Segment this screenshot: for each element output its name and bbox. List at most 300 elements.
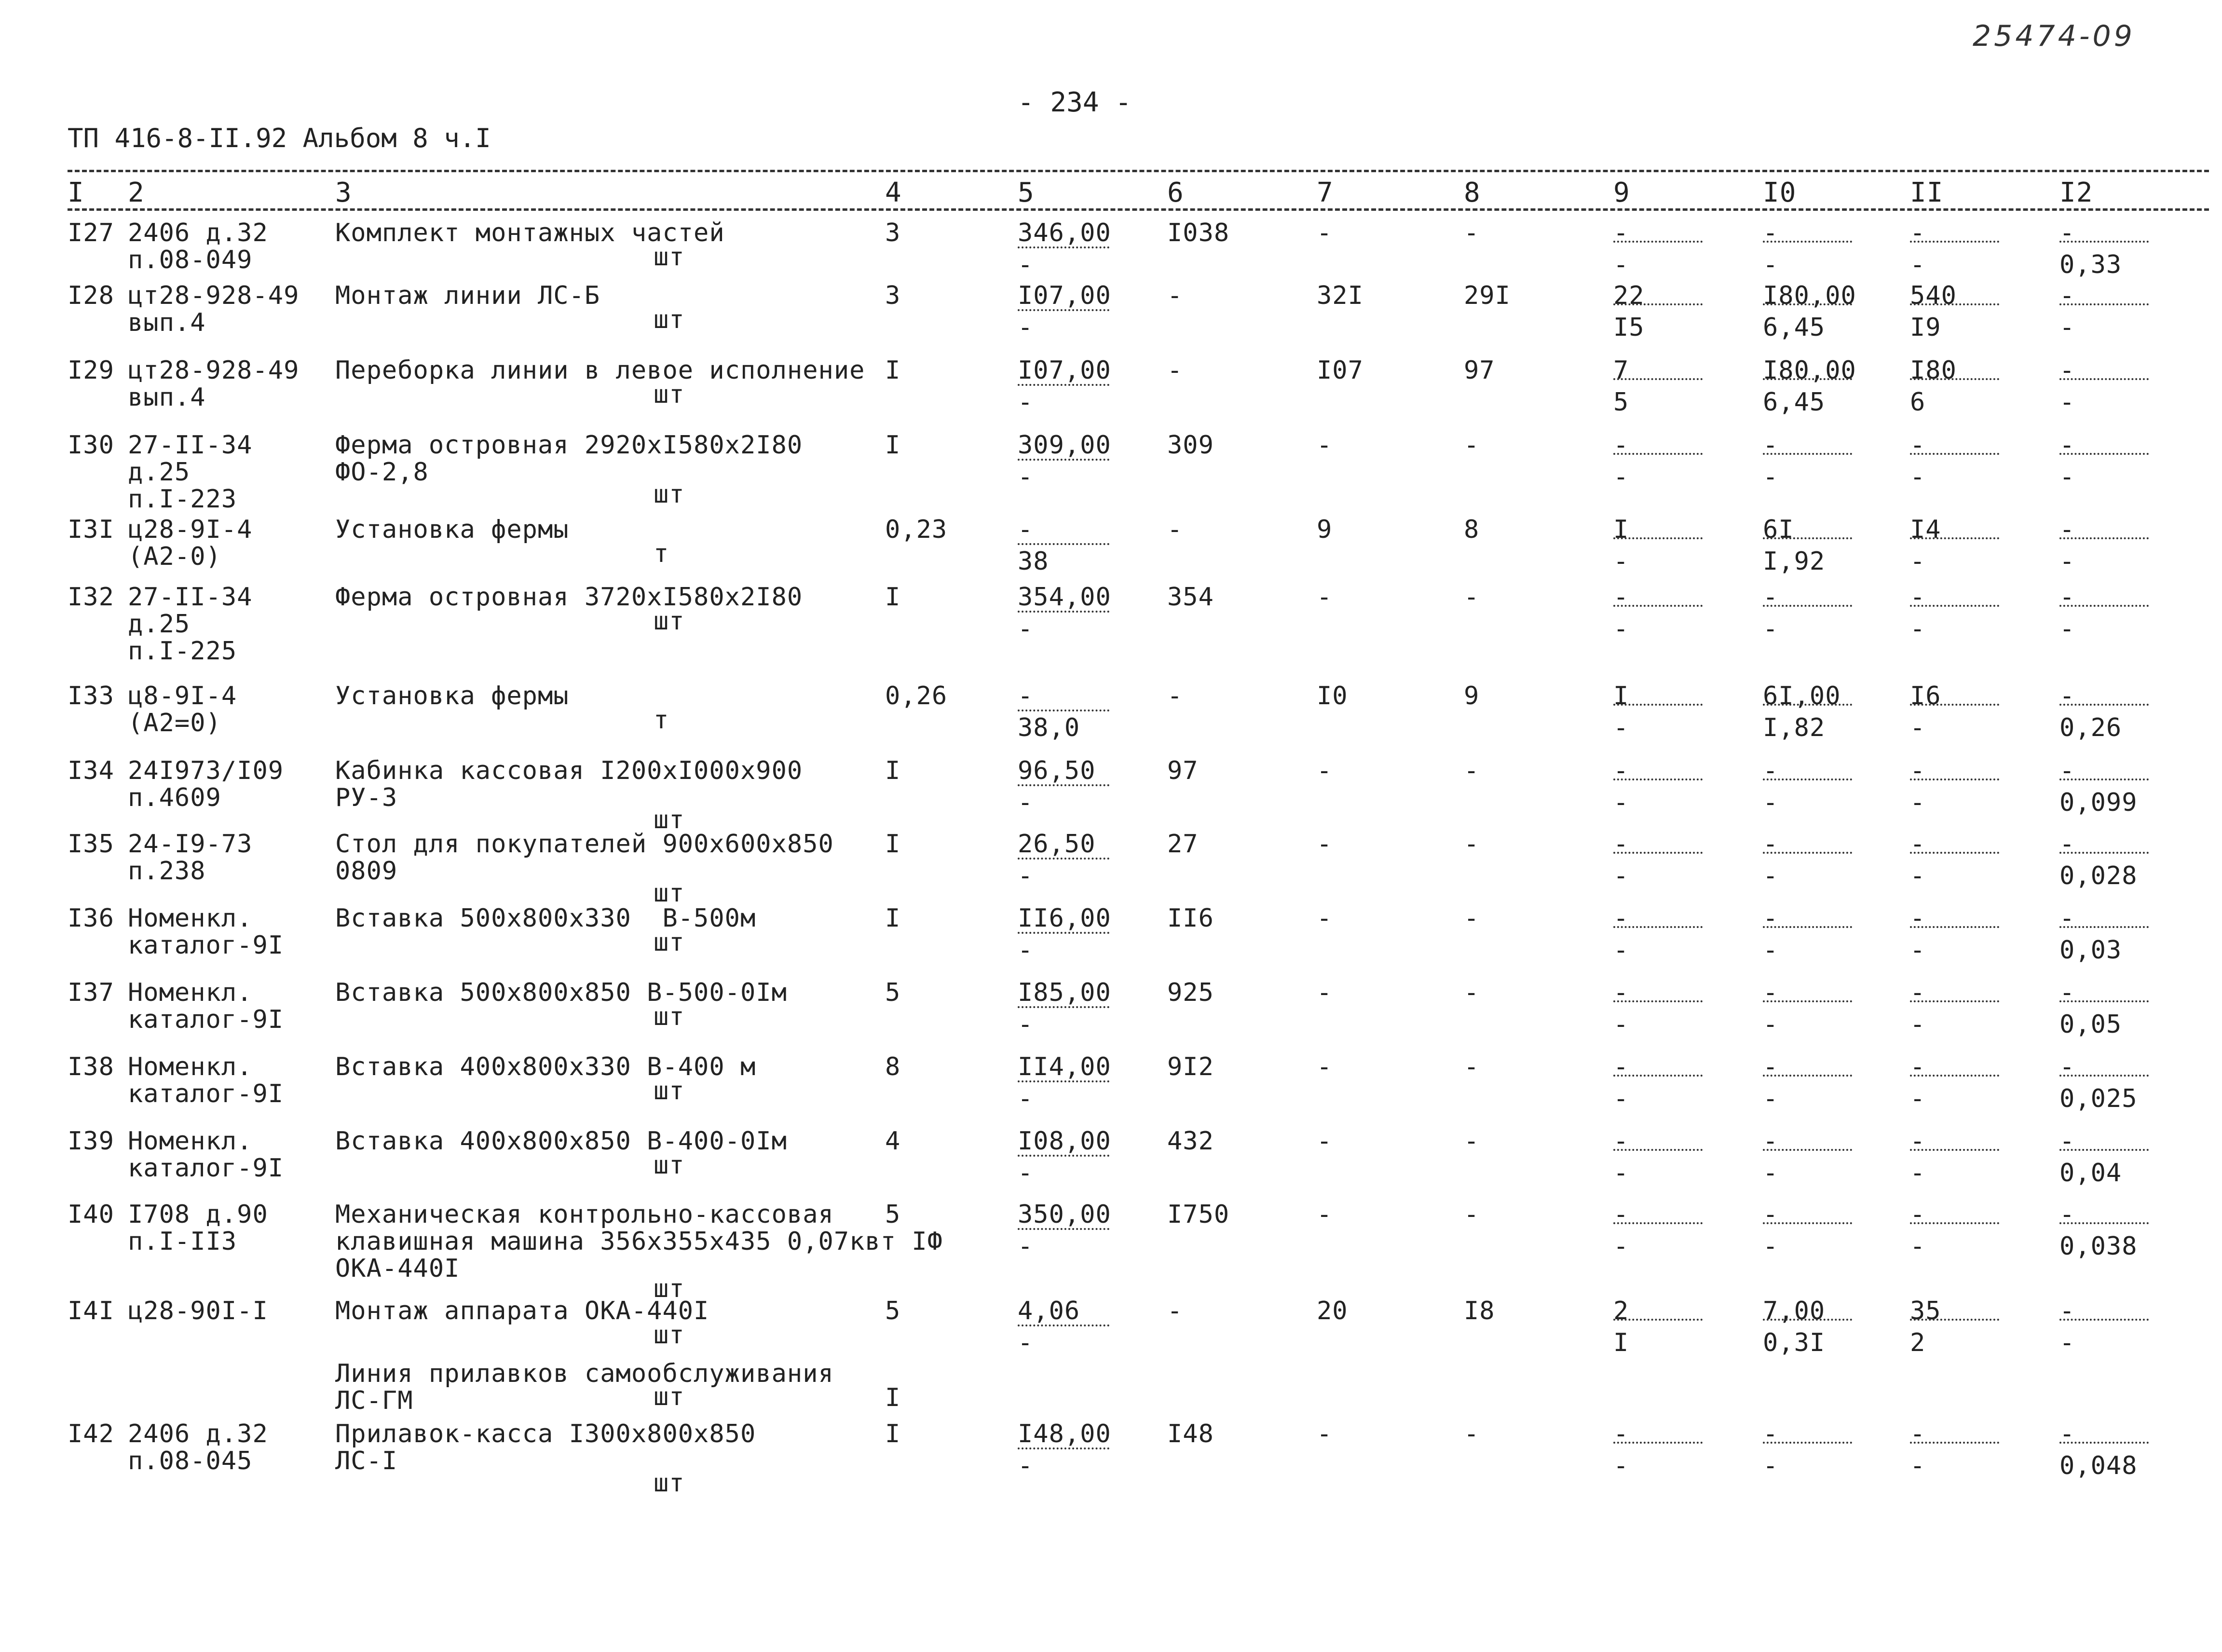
c9-bottom: - (1613, 547, 1629, 576)
total-cost: - (1167, 356, 1183, 385)
unit-cost-labor: - (1018, 1159, 1034, 1188)
quantity: I (885, 904, 901, 933)
fraction-bar (2059, 451, 2149, 455)
unit: шт (654, 1077, 685, 1106)
fraction-bar (2059, 1440, 2149, 1444)
quantity: I (885, 431, 901, 460)
c10-bottom: - (1763, 936, 1779, 965)
total-cost: I750 (1167, 1200, 1230, 1229)
quantity: I (885, 1383, 901, 1412)
c10-bottom: - (1763, 861, 1779, 890)
fraction-bar (1910, 1440, 1999, 1444)
fraction-bar (1910, 1147, 1999, 1151)
fraction-bar (1763, 239, 1852, 243)
quantity: I (885, 583, 901, 612)
c11-top: - (1910, 978, 1926, 1007)
column-header: 8 (1464, 177, 1481, 208)
fraction-bar (1613, 702, 1703, 706)
item-name: Переборка линии в левое исполнение (335, 356, 865, 385)
unit-cost: 4,06 (1018, 1297, 1080, 1325)
quantity: 3 (885, 218, 901, 247)
unit: т (654, 706, 669, 735)
c12-top: - (2059, 1297, 2075, 1325)
c9-bottom: 5 (1613, 388, 1629, 417)
col8-value: 9 (1464, 682, 1480, 710)
fraction-bar (2059, 1220, 2149, 1224)
c10-top: - (1763, 583, 1779, 612)
fraction-bar (1613, 777, 1703, 780)
c11-top: - (1910, 756, 1926, 785)
c12-top: - (2059, 904, 2075, 933)
resource-code: Номенкл. каталог-9I (128, 904, 284, 960)
column-header: I2 (2059, 177, 2093, 208)
c9-bottom: - (1613, 788, 1629, 817)
c12-bottom: - (2059, 388, 2075, 417)
c10-bottom: - (1763, 250, 1779, 279)
c9-top: - (1613, 904, 1629, 933)
col7-value: I0 (1317, 682, 1348, 710)
total-cost: 354 (1167, 583, 1214, 612)
col7-value: 9 (1317, 515, 1333, 544)
fraction-bar (2059, 998, 2149, 1002)
col7-value: - (1317, 904, 1333, 933)
fraction-bar (1613, 924, 1703, 928)
c9-top: I (1613, 682, 1629, 710)
unit-cost: I48,00 (1018, 1420, 1111, 1448)
quantity: 0,23 (885, 515, 948, 544)
fraction-bar (1910, 376, 1999, 380)
unit: шт (654, 1151, 685, 1180)
fraction-bar (1763, 1073, 1852, 1077)
unit-cost-labor: - (1018, 1328, 1034, 1357)
c9-top: 7 (1613, 356, 1629, 385)
unit: шт (654, 1321, 685, 1350)
unit-cost-labor: - (1018, 936, 1034, 965)
unit-cost-labor: - (1018, 861, 1034, 890)
col8-value: - (1464, 1200, 1480, 1229)
c11-top: 540 (1910, 281, 1957, 310)
c10-top: 7,00 (1763, 1297, 1826, 1325)
c10-bottom: I,92 (1763, 547, 1826, 576)
unit-cost: 96,50 (1018, 756, 1096, 785)
c11-bottom: - (1910, 1010, 1926, 1039)
col8-value: - (1464, 756, 1480, 785)
col7-value: - (1317, 1420, 1333, 1448)
group-heading: Линия прилавков самообслуживания ЛС-ГМ (335, 1359, 834, 1415)
column-header: II (1910, 177, 1944, 208)
fraction-bar (1613, 1440, 1703, 1444)
fraction-bar (1018, 1446, 1109, 1449)
col7-value: - (1317, 830, 1333, 859)
col8-value: - (1464, 978, 1480, 1007)
c10-top: I80,00 (1763, 356, 1856, 385)
c10-bottom: 0,3I (1763, 1328, 1826, 1357)
col8-value: - (1464, 218, 1480, 247)
column-header: I0 (1763, 177, 1797, 208)
c12-bottom: - (2059, 463, 2075, 492)
c9-bottom: - (1613, 614, 1629, 643)
quantity: 8 (885, 1052, 901, 1081)
quantity: I (885, 356, 901, 385)
unit: шт (654, 480, 685, 509)
row-number: I33 (68, 682, 114, 710)
resource-code: 24I973/I09 п.4609 (128, 756, 284, 812)
c11-top: - (1910, 431, 1926, 460)
total-cost: - (1167, 1297, 1183, 1325)
fraction-bar (1613, 1317, 1703, 1321)
fraction-bar (1910, 535, 1999, 539)
c10-top: - (1763, 830, 1779, 859)
fraction-bar (1613, 1147, 1703, 1151)
c11-bottom: - (1910, 936, 1926, 965)
col8-value: - (1464, 583, 1480, 612)
document-stamp: 25474-09 (1973, 19, 2135, 53)
item-name: Прилавок-касса I300x800x850 ЛС-I (335, 1420, 756, 1475)
c10-top: - (1763, 218, 1779, 247)
item-name: Установка фермы (335, 515, 569, 544)
c10-top: - (1763, 904, 1779, 933)
c10-bottom: 6,45 (1763, 388, 1826, 417)
c10-top: - (1763, 756, 1779, 785)
fraction-bar (1613, 603, 1703, 607)
c10-bottom: - (1763, 1451, 1779, 1480)
c12-top: - (2059, 515, 2075, 544)
c10-bottom: - (1763, 1084, 1779, 1113)
row-number: I37 (68, 978, 114, 1007)
unit: шт (654, 1469, 685, 1498)
col7-value: 32I (1317, 281, 1363, 310)
unit-cost-labor: - (1018, 388, 1034, 417)
c11-bottom: 6 (1910, 388, 1926, 417)
resource-code: 24-I9-73 п.238 (128, 830, 253, 886)
row-number: I27 (68, 218, 114, 247)
item-name: Вставка 400x800x330 В-400 м (335, 1052, 756, 1081)
col8-value: - (1464, 1052, 1480, 1081)
quantity: 5 (885, 978, 901, 1007)
c9-bottom: - (1613, 1084, 1629, 1113)
c10-top: - (1763, 1200, 1779, 1229)
col8-value: - (1464, 431, 1480, 460)
fraction-bar (2059, 301, 2149, 305)
c10-bottom: - (1763, 1010, 1779, 1039)
c9-bottom: - (1613, 861, 1629, 890)
item-name: Кабинка кассовая I200xI000x900 РУ-3 (335, 756, 803, 812)
unit-cost: 354,00 (1018, 583, 1111, 612)
unit: шт (654, 806, 685, 834)
fraction-bar (2059, 777, 2149, 780)
row-number: I42 (68, 1420, 114, 1448)
column-header: 6 (1167, 177, 1184, 208)
c12-bottom: 0,099 (2059, 788, 2138, 817)
c12-top: - (2059, 431, 2075, 460)
c12-top: - (2059, 1127, 2075, 1156)
row-number: I34 (68, 756, 114, 785)
col8-value: 8 (1464, 515, 1480, 544)
resource-code: цт28-928-49 вып.4 (128, 281, 300, 337)
c11-bottom: - (1910, 547, 1926, 576)
quantity: I (885, 756, 901, 785)
c11-bottom: - (1910, 1451, 1926, 1480)
row-number: I36 (68, 904, 114, 933)
unit-cost: II4,00 (1018, 1052, 1111, 1081)
c10-top: - (1763, 1127, 1779, 1156)
quantity: 3 (885, 281, 901, 310)
c10-bottom: - (1763, 1232, 1779, 1261)
fraction-bar (1018, 307, 1109, 311)
col7-value: - (1317, 1200, 1333, 1229)
fraction-bar (1613, 1220, 1703, 1224)
document-title: ТП 416-8-II.92 Альбом 8 ч.I (68, 123, 491, 153)
fraction-bar (1613, 376, 1703, 380)
c12-top: - (2059, 830, 2075, 859)
c10-bottom: 6,45 (1763, 313, 1826, 342)
quantity: 0,26 (885, 682, 948, 710)
row-number: I3I (68, 515, 114, 544)
c12-bottom: 0,26 (2059, 713, 2122, 742)
fraction-bar (1910, 702, 1999, 706)
fraction-bar (1910, 239, 1999, 243)
unit: шт (654, 928, 685, 957)
unit: шт (654, 1382, 685, 1411)
item-name: Ферма островная 3720xI580x2I80 (335, 583, 803, 612)
row-number: I32 (68, 583, 114, 612)
c12-top: - (2059, 356, 2075, 385)
c9-top: 22 (1613, 281, 1645, 310)
total-cost: 309 (1167, 431, 1214, 460)
row-number: I28 (68, 281, 114, 310)
fraction-bar (1018, 708, 1109, 711)
unit-cost: 346,00 (1018, 218, 1111, 247)
c11-top: - (1910, 583, 1926, 612)
c11-bottom: - (1910, 788, 1926, 817)
c11-top: - (1910, 1052, 1926, 1081)
unit-cost-labor: - (1018, 1451, 1034, 1480)
fraction-bar (1018, 1079, 1109, 1082)
c9-bottom: - (1613, 1232, 1629, 1261)
fraction-bar (1910, 924, 1999, 928)
col7-value: - (1317, 218, 1333, 247)
fraction-bar (1613, 239, 1703, 243)
c9-bottom: - (1613, 463, 1629, 492)
fraction-bar (2059, 702, 2149, 706)
total-cost: II6 (1167, 904, 1214, 933)
c10-bottom: - (1763, 1159, 1779, 1188)
c11-top: - (1910, 904, 1926, 933)
c12-bottom: 0,05 (2059, 1010, 2122, 1039)
quantity: 4 (885, 1127, 901, 1156)
total-cost: I038 (1167, 218, 1230, 247)
c12-bottom: - (2059, 313, 2075, 342)
item-name: Вставка 400x800x850 В-400-0Iм (335, 1127, 787, 1156)
fraction-bar (1018, 1226, 1109, 1230)
row-number: I4I (68, 1297, 114, 1325)
row-number: I38 (68, 1052, 114, 1081)
c11-bottom: - (1910, 614, 1926, 643)
fraction-bar (1910, 451, 1999, 455)
unit-cost: I85,00 (1018, 978, 1111, 1007)
fraction-bar (1763, 1147, 1852, 1151)
fraction-bar (1018, 609, 1109, 613)
c10-top: - (1763, 1052, 1779, 1081)
col7-value: - (1317, 756, 1333, 785)
item-name: Вставка 500x800x850 В-500-0Iм (335, 978, 787, 1007)
fraction-bar (1763, 998, 1852, 1002)
column-header: 5 (1018, 177, 1035, 208)
fraction-bar (1763, 1220, 1852, 1224)
row-number: I40 (68, 1200, 114, 1229)
unit: шт (654, 380, 685, 409)
item-name: Ферма островная 2920xI580x2I80 ФО-2,8 (335, 431, 803, 487)
fraction-bar (1910, 1317, 1999, 1321)
col8-value: 29I (1464, 281, 1511, 310)
fraction-bar (1018, 856, 1109, 860)
unit: шт (654, 1002, 685, 1031)
fraction-bar (1910, 1220, 1999, 1224)
unit-cost: 309,00 (1018, 431, 1111, 460)
c12-top: - (2059, 583, 2075, 612)
item-name: Комплект монтажных частей (335, 218, 725, 247)
c11-top: - (1910, 830, 1926, 859)
total-cost: 432 (1167, 1127, 1214, 1156)
unit-cost: 350,00 (1018, 1200, 1111, 1229)
total-cost: 97 (1167, 756, 1199, 785)
c12-bottom: 0,33 (2059, 250, 2122, 279)
row-number: I29 (68, 356, 114, 385)
c10-top: - (1763, 978, 1779, 1007)
column-header: 4 (885, 177, 902, 208)
c9-top: - (1613, 1420, 1629, 1448)
unit-cost: - (1018, 515, 1034, 544)
fraction-bar (2059, 850, 2149, 854)
c9-top: - (1613, 756, 1629, 785)
unit-cost: II6,00 (1018, 904, 1111, 933)
c12-top: - (2059, 978, 2075, 1007)
item-name: Механическая контрольно-кассовая клавишная машина 356x355x435 0,07квт IФ ОКА-440I (335, 1200, 943, 1283)
c12-top: - (2059, 281, 2075, 310)
fraction-bar (1763, 451, 1852, 455)
fraction-bar (1910, 850, 1999, 854)
fraction-bar (1763, 924, 1852, 928)
c10-bottom: - (1763, 463, 1779, 492)
unit-cost: I08,00 (1018, 1127, 1111, 1156)
c10-top: - (1763, 431, 1779, 460)
c12-bottom: 0,03 (2059, 936, 2122, 965)
c11-top: 35 (1910, 1297, 1941, 1325)
total-cost: - (1167, 515, 1183, 544)
column-header: 3 (335, 177, 352, 208)
c10-bottom: - (1763, 788, 1779, 817)
unit-cost-labor: - (1018, 313, 1034, 342)
fraction-bar (1763, 1317, 1852, 1321)
c11-top: - (1910, 1200, 1926, 1229)
col7-value: - (1317, 978, 1333, 1007)
total-cost: - (1167, 281, 1183, 310)
c11-top: - (1910, 1127, 1926, 1156)
resource-code: Номенкл. каталог-9I (128, 1052, 284, 1108)
fraction-bar (1018, 457, 1109, 461)
c9-top: - (1613, 218, 1629, 247)
c9-top: - (1613, 583, 1629, 612)
c10-top: I80,00 (1763, 281, 1856, 310)
unit-cost-labor: 38 (1018, 547, 1049, 576)
c10-top: - (1763, 1420, 1779, 1448)
item-name: Монтаж линии ЛС-Б (335, 281, 600, 310)
resource-code: Номенкл. каталог-9I (128, 978, 284, 1034)
fraction-bar (1613, 1073, 1703, 1077)
unit-cost-labor: - (1018, 614, 1034, 643)
total-cost: - (1167, 682, 1183, 710)
unit-cost-labor: - (1018, 1084, 1034, 1113)
resource-code: 2406 д.32 п.08-045 (128, 1420, 268, 1475)
fraction-bar (1910, 1073, 1999, 1077)
item-name: Монтаж аппарата ОКА-440I (335, 1297, 709, 1325)
fraction-bar (1613, 451, 1703, 455)
c9-bottom: - (1613, 250, 1629, 279)
c11-top: I6 (1910, 682, 1941, 710)
c9-bottom: - (1613, 1451, 1629, 1480)
column-header: 2 (128, 177, 145, 208)
c9-top: - (1613, 1052, 1629, 1081)
c11-top: I80 (1910, 356, 1957, 385)
fraction-bar (2059, 603, 2149, 607)
c9-top: - (1613, 830, 1629, 859)
unit-cost-labor: - (1018, 1010, 1034, 1039)
page-number: - 234 - (1018, 87, 1132, 118)
quantity: 5 (885, 1200, 901, 1229)
c12-top: - (2059, 218, 2075, 247)
fraction-bar (2059, 924, 2149, 928)
fraction-bar (1018, 1004, 1109, 1008)
col7-value: - (1317, 1127, 1333, 1156)
unit-cost: - (1018, 682, 1034, 710)
quantity: I (885, 1420, 901, 1448)
c12-top: - (2059, 1420, 2075, 1448)
fraction-bar (1910, 998, 1999, 1002)
c11-bottom: - (1910, 713, 1926, 742)
c12-top: - (2059, 1200, 2075, 1229)
fraction-bar (1763, 702, 1852, 706)
c9-top: - (1613, 1127, 1629, 1156)
col8-value: - (1464, 904, 1480, 933)
c11-top: I4 (1910, 515, 1941, 544)
resource-code: Номенкл. каталог-9I (128, 1127, 284, 1183)
col7-value: I07 (1317, 356, 1363, 385)
fraction-bar (2059, 376, 2149, 380)
fraction-bar (1910, 301, 1999, 305)
unit-cost-labor: 38,0 (1018, 713, 1080, 742)
fraction-bar (1018, 541, 1109, 545)
fraction-bar (1613, 535, 1703, 539)
item-name: Установка фермы (335, 682, 569, 710)
fraction-bar (2059, 239, 2149, 243)
resource-code: ц28-9I-4 (А2-0) (128, 515, 253, 571)
fraction-bar (1018, 382, 1109, 386)
fraction-bar (1763, 376, 1852, 380)
c9-top: - (1613, 978, 1629, 1007)
column-header: I (68, 177, 84, 208)
c11-top: - (1910, 1420, 1926, 1448)
c11-bottom: - (1910, 1084, 1926, 1113)
fraction-bar (2059, 1073, 2149, 1077)
unit-cost-labor: - (1018, 463, 1034, 492)
c10-top: 6I (1763, 515, 1794, 544)
c10-bottom: I,82 (1763, 713, 1826, 742)
c12-bottom: - (2059, 547, 2075, 576)
unit-cost: 26,50 (1018, 830, 1096, 859)
unit-cost-labor: - (1018, 788, 1034, 817)
fraction-bar (1018, 782, 1109, 786)
c12-bottom: 0,038 (2059, 1232, 2138, 1261)
